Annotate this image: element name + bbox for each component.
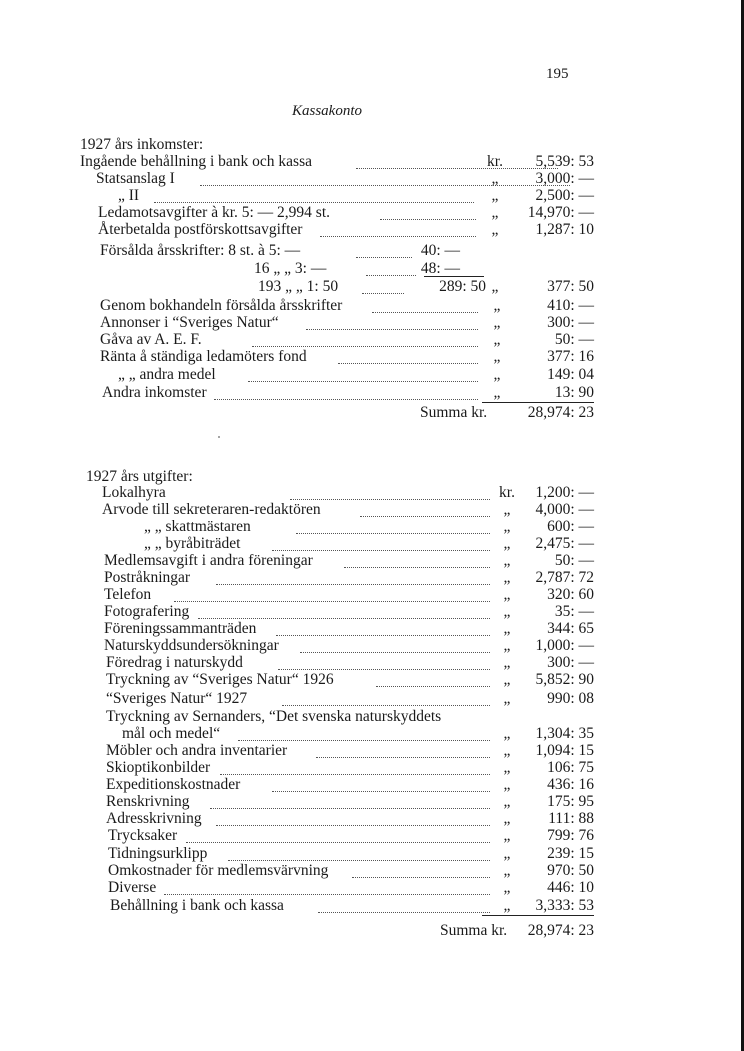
leader-dots (278, 656, 490, 670)
row-label: „ „ skattmästaren (144, 518, 251, 535)
row-label: Adresskrivning (106, 810, 202, 827)
row-marker: „ (493, 384, 501, 401)
leader-dots (216, 812, 490, 826)
row-amount: 1,094: 15 (535, 742, 594, 759)
row-label: Omkostnader för medlemsvärvning (108, 862, 329, 879)
row-subamount: 289: 50 (439, 278, 486, 295)
leader-dots (228, 847, 490, 861)
row-marker: „ (503, 862, 511, 879)
row-amount: 5,852: 90 (535, 671, 594, 688)
leader-dots (198, 605, 490, 619)
row-label: Medlemsavgift i andra föreningar (104, 552, 313, 569)
leader-dots (318, 899, 490, 913)
row-amount: 50: — (554, 331, 594, 348)
total-amount: 28,974: 23 (527, 922, 594, 939)
row-label: Postråkningar (104, 569, 191, 586)
row-amount: 35: — (554, 603, 594, 620)
income-row-opening (80, 153, 594, 170)
row-marker: kr. (487, 153, 503, 170)
leader-dots (248, 368, 478, 382)
total-rule (482, 402, 594, 403)
row-marker: „ (503, 742, 511, 759)
row-amount: 3,000: — (535, 170, 594, 187)
row-subamount: 40: — (420, 242, 460, 259)
leader-dots (210, 795, 490, 809)
row-amount: 2,475: — (535, 535, 594, 552)
leader-dots (300, 639, 490, 653)
row-marker: „ (503, 725, 511, 742)
row-amount: 600: — (547, 518, 594, 535)
row-amount: 4,000: — (535, 501, 594, 518)
income-row (100, 331, 594, 348)
row-amount: 1,200: — (535, 484, 594, 501)
row-marker: „ (503, 620, 511, 637)
row-marker: „ (491, 170, 499, 187)
print-speck (218, 436, 220, 438)
page-number: 195 (546, 66, 569, 82)
expense-row (108, 845, 594, 862)
leader-dots (380, 206, 476, 220)
expense-row (108, 862, 594, 879)
income-row-grant1 (96, 170, 594, 187)
row-amount: 2,787: 72 (535, 569, 594, 586)
expense-row (106, 671, 594, 688)
row-label: 16 „ „ 3: — (254, 260, 327, 277)
expense-row (106, 708, 594, 725)
row-amount: 970: 50 (547, 862, 594, 879)
income-row-yearbooks-1 (100, 242, 500, 259)
row-amount: 3,333: 53 (535, 897, 594, 914)
row-subamount: 48: — (420, 260, 460, 277)
leader-dots (164, 881, 490, 895)
row-label: Ledamotsavgifter à kr. 5: — 2,994 st. (98, 204, 331, 221)
income-row-membership (98, 204, 594, 221)
row-marker: „ (503, 827, 511, 844)
leader-dots (352, 864, 490, 878)
leader-dots (306, 316, 478, 330)
leader-dots (216, 571, 490, 585)
row-amount: 149: 04 (547, 366, 594, 383)
row-label: Tidningsurklipp (108, 845, 208, 862)
income-row-postal (98, 221, 594, 238)
row-label: “Sveriges Natur“ 1927 (106, 690, 248, 707)
leader-dots (282, 692, 490, 706)
expense-row (122, 725, 594, 742)
row-label: Föredrag i naturskydd (106, 654, 243, 671)
leader-dots (186, 829, 490, 843)
row-label: Möbler och andra inventarier (106, 742, 288, 759)
row-marker: „ (503, 879, 511, 896)
row-marker: „ (503, 552, 511, 569)
row-label: Lokalhyra (102, 484, 166, 501)
row-label: Trycksaker (108, 827, 178, 844)
row-marker: „ (493, 297, 501, 314)
row-label: Andra inkomster (102, 384, 207, 401)
total-rule (482, 915, 594, 916)
row-label: Telefon (104, 586, 152, 603)
row-amount: 1,304: 35 (535, 725, 594, 742)
row-label: Diverse (108, 879, 157, 896)
leader-dots (214, 386, 478, 400)
row-marker: „ (503, 603, 511, 620)
income-row-yearbooks-3 (258, 278, 594, 295)
leader-dots (360, 503, 490, 517)
row-label: Skioptikonbilder (106, 759, 211, 776)
expense-row (104, 603, 594, 620)
leader-dots (252, 333, 478, 347)
row-amount: 436: 16 (547, 776, 594, 793)
expense-row (106, 810, 594, 827)
row-marker: „ (503, 690, 511, 707)
row-amount: 410: — (547, 297, 594, 314)
income-row (102, 384, 594, 401)
row-label: Återbetalda postförskottsavgifter (98, 221, 303, 238)
leader-dots (372, 299, 478, 313)
expense-row (144, 535, 594, 552)
row-amount: 13: 90 (554, 384, 594, 401)
total-label: Summa kr. (420, 404, 488, 421)
row-amount: 111: 88 (548, 810, 594, 827)
leader-dots (174, 588, 490, 602)
expense-row (108, 827, 594, 844)
row-label: Annonser i “Sveriges Natur“ (100, 314, 279, 331)
row-marker: „ (503, 793, 511, 810)
income-total (420, 404, 594, 421)
expense-row (106, 690, 594, 707)
row-amount: 377: 16 (547, 348, 594, 365)
row-label: Fotografering (104, 603, 190, 620)
row-label: Gåva av A. E. F. (100, 331, 202, 348)
row-label: Tryckning av Sernanders, “Det svenska naturskyddets (106, 708, 442, 725)
row-amount: 300: — (547, 314, 594, 331)
row-amount: 239: 15 (547, 845, 594, 862)
row-label: Genom bokhandeln försålda årsskrifter (100, 297, 343, 314)
row-marker: „ (503, 759, 511, 776)
leader-dots (272, 778, 490, 792)
page-title: Kassakonto (292, 103, 363, 119)
row-amount: 1,000: — (535, 637, 594, 654)
expense-row (104, 620, 594, 637)
leader-dots (220, 761, 490, 775)
leader-dots (320, 223, 476, 237)
expense-row (106, 759, 594, 776)
row-label: Expeditionskostnader (106, 776, 241, 793)
total-label: Summa kr. (440, 922, 508, 939)
row-label: „ II (118, 187, 140, 204)
leader-dots (344, 554, 490, 568)
leader-dots (376, 673, 490, 687)
row-marker: „ (503, 897, 511, 914)
leader-dots (290, 486, 490, 500)
row-marker: „ (503, 810, 511, 827)
expense-row (106, 654, 594, 671)
row-marker: „ (493, 348, 501, 365)
row-marker: „ (503, 654, 511, 671)
row-amount: 320: 60 (547, 586, 594, 603)
expense-row (106, 776, 594, 793)
row-marker: kr. (499, 484, 515, 501)
leader-dots (276, 622, 490, 636)
row-marker: „ (493, 314, 501, 331)
income-row (118, 366, 594, 383)
income-heading: 1927 års inkomster: (80, 136, 204, 153)
row-marker: „ (503, 637, 511, 654)
expense-row (104, 637, 594, 654)
row-marker: „ (503, 671, 511, 688)
leader-dots (316, 744, 490, 758)
income-row-grant2 (118, 187, 594, 204)
row-amount: 14,970: — (527, 204, 594, 221)
row-marker: „ (491, 204, 499, 221)
row-amount: 344: 65 (547, 620, 594, 637)
row-label: Ingående behållning i bank och kassa (80, 153, 312, 170)
row-marker: „ (503, 569, 511, 586)
row-marker: „ (503, 535, 511, 552)
expense-row (106, 742, 594, 759)
row-amount: 799: 76 (547, 827, 594, 844)
expense-row (144, 518, 594, 535)
expense-row (106, 793, 594, 810)
income-row (100, 348, 594, 365)
subtotal-rule (424, 276, 484, 277)
row-amount: 5,539: 53 (535, 153, 594, 170)
row-marker: „ (491, 221, 499, 238)
expense-row (102, 484, 594, 501)
row-label: Naturskyddsundersökningar (104, 637, 279, 654)
row-label: Arvode till sekreteraren-redaktören (102, 501, 321, 518)
expense-row (110, 897, 594, 914)
leader-dots (338, 350, 478, 364)
row-marker: „ (503, 586, 511, 603)
row-marker: „ (503, 518, 511, 535)
row-label: Statsanslag I (96, 170, 175, 187)
row-marker: „ (503, 501, 511, 518)
row-label: Behållning i bank och kassa (110, 897, 284, 914)
row-label: „ „ andra medel (118, 366, 216, 383)
row-marker: „ (491, 187, 499, 204)
total-amount: 28,974: 23 (527, 404, 594, 421)
expense-row (104, 586, 594, 603)
leader-dots (296, 520, 490, 534)
leader-dots (272, 537, 490, 551)
row-marker: „ (493, 366, 501, 383)
row-amount: 990: 08 (547, 690, 594, 707)
income-row-yearbooks-2 (254, 260, 500, 277)
row-amount: 446: 10 (547, 879, 594, 896)
row-amount: 2,500: — (535, 187, 594, 204)
row-label: „ „ byråbiträdet (144, 535, 241, 552)
expense-row (104, 552, 594, 569)
row-amount: 175: 95 (547, 793, 594, 810)
row-label: Renskrivning (106, 793, 190, 810)
expense-row (102, 501, 594, 518)
row-label: Försålda årsskrifter: 8 st. à 5: — (100, 242, 301, 259)
row-label: Tryckning av “Sveriges Natur“ 1926 (106, 671, 334, 688)
leader-dots (154, 189, 474, 203)
leader-dots (238, 727, 490, 741)
leader-dots (362, 280, 404, 294)
row-label: Ränta å ständiga ledamöters fond (100, 348, 307, 365)
row-marker: „ (503, 776, 511, 793)
row-amount: 300: — (547, 654, 594, 671)
expense-row (108, 879, 594, 896)
row-marker: „ (493, 331, 501, 348)
income-row (100, 314, 594, 331)
row-amount: 106: 75 (547, 759, 594, 776)
row-amount: 1,287: 10 (535, 221, 594, 238)
row-marker: „ (491, 278, 499, 295)
row-label: Föreningssammanträden (104, 620, 257, 637)
expense-total (440, 922, 594, 939)
expense-row (104, 569, 594, 586)
row-label: 193 „ „ 1: 50 (258, 278, 339, 295)
row-amount: 377: 50 (547, 278, 594, 295)
income-row (100, 297, 594, 314)
row-label: mål och medel“ (122, 725, 221, 742)
expense-heading: 1927 års utgifter: (86, 468, 193, 485)
row-amount: 50: — (554, 552, 594, 569)
row-marker: „ (503, 845, 511, 862)
